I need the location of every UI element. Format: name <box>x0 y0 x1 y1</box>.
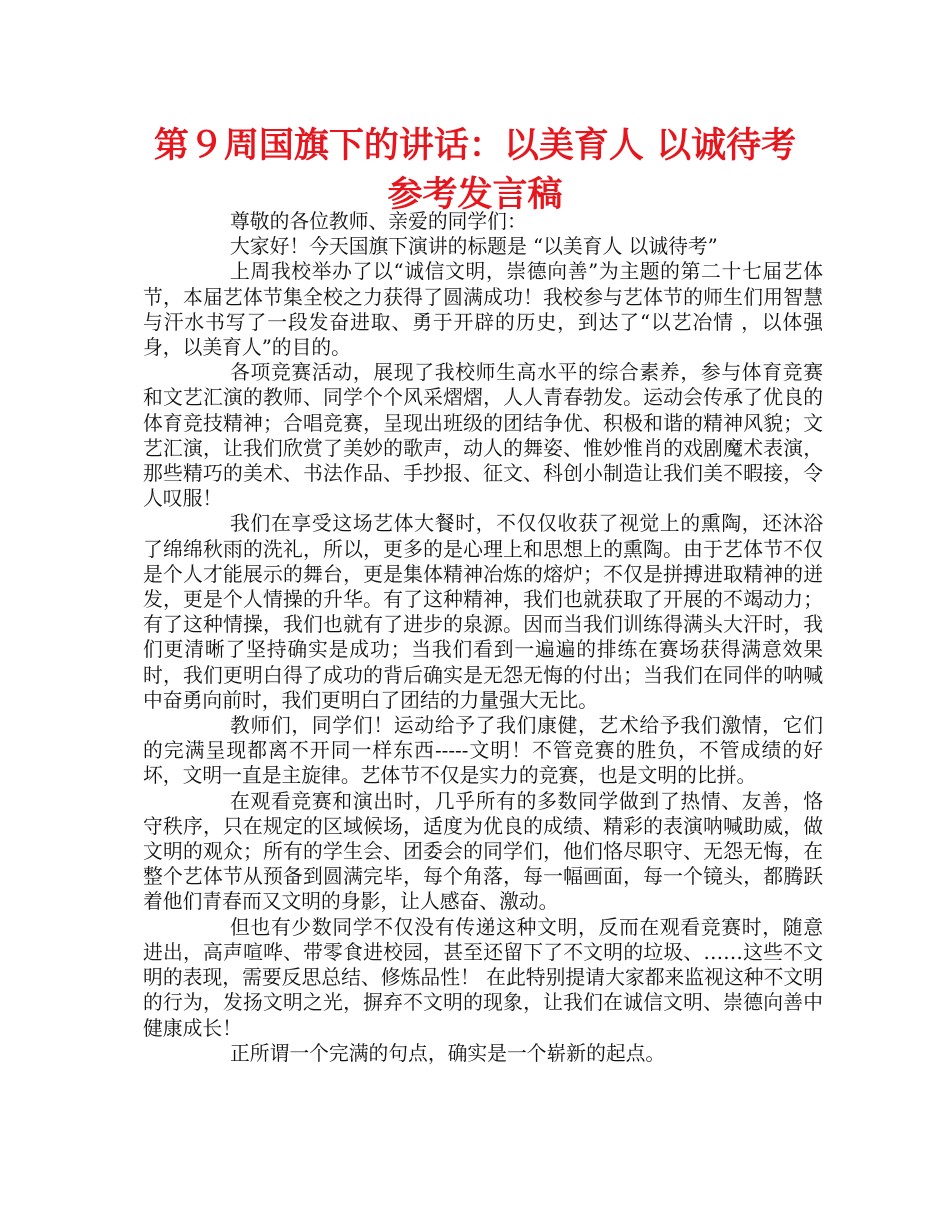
document-body <box>143 209 823 1066</box>
body-paragraph: 在观看竞赛和演出时，几乎所有的多数同学做到了热情、友善，恪守秩序，只在规定的区域候场，适度为优良的成绩、精彩的表演呐喊助威，做文明的观众；所有的学生会、团委会的同学们，他们恪尽职守、无怨无悔，在整个艺体节从预备到圆满完毕，每个角落，每一幅画面，每一个镜头，都腾跃着他们青春而又文明的身影，让人感奋、激动。 <box>143 789 823 914</box>
document-title-line-2: 参考发言稿 <box>387 175 563 215</box>
salutation-paragraph: 尊敬的各位教师、亲爱的同学们： <box>230 210 527 233</box>
closing-paragraph: 正所谓一个完满的句点，确实是一个崭新的起点。 <box>230 1041 666 1065</box>
body-paragraph: 上周我校举办了以“诚信文明，崇德向善”为主题的第二十七届艺体节，本届艺体节集全校之力获得了圆满成功！我校参与艺体节的师生们用智慧与汗水书写了一段发奋进取、勇于开辟的历史，到达了“以艺冶情 ，以体强身，以美育人”的目的。 <box>143 260 823 360</box>
body-paragraph: 我们在享受这场艺体大餐时，不仅仅收获了视觉上的熏陶，还沐浴了绵绵秋雨的洗礼，所以，更多的是心理上和思想上的熏陶。由于艺体节不仅是个人才能展示的舞台，更是集体精神冶炼的熔炉；不仅是拼搏进取精神的迸发，更是个人情操的升华。有了这种精神，我们也就获取了开展的不竭动力；有了这种情操，我们也就有了进步的泉源。因而当我们训练得满头大汗时，我们更清晰了坚持确实是成功；当我们看到一遍遍的排练在赛场获得满意效果时，我们更明白得了成功的背后确实是无怨无悔的付出；当我们在同伴的呐喊中奋勇向前时，我们更明白了团结的力量强大无比。 <box>143 512 823 712</box>
document-title-line-1: 第９周国旗下的讲话：以美育人 以诚待考 <box>153 126 797 166</box>
body-paragraph: 但也有少数同学不仅没有传递这种文明，反而在观看竞赛时，随意进出，高声喧哗、带零食进校园，甚至还留下了不文明的垃圾、……这些不文明的表现，需要反思总结、修炼品性！ 在此特别提请大家都来监视这种不文明的行为，发扬文明之光，摒弃不文明的现象，让我们在诚信文明、崇德向善中健康成长！ <box>143 915 823 1040</box>
greeting-paragraph: 大家好！今天国旗下演讲的标题是 “以美育人 以诚待考” <box>230 235 718 259</box>
body-paragraph: 各项竞赛活动，展现了我校师生高水平的综合素养，参与体育竞赛和文艺汇演的教师、同学个个风采熠熠，人人青春勃发。运动会传承了优良的体育竞技精神；合唱竞赛，呈现出班级的团结争优、积极和谐的精神风貌；文艺汇演，让我们欣赏了美妙的歌声，动人的舞姿、惟妙惟肖的戏剧魔术表演，那些精巧的美术、书法作品、手抄报、征文、科创小制造让我们美不暇接，令人叹服！ <box>143 361 823 511</box>
body-paragraph: 教师们，同学们！运动给予了我们康健，艺术给予我们激情，它们的完满呈现都离不开同一样东西-----文明！不管竞赛的胜负，不管成绩的好坏，文明一直是主旋律。艺体节不仅是实力的竞赛，也是文明的比拼。 <box>143 714 823 788</box>
